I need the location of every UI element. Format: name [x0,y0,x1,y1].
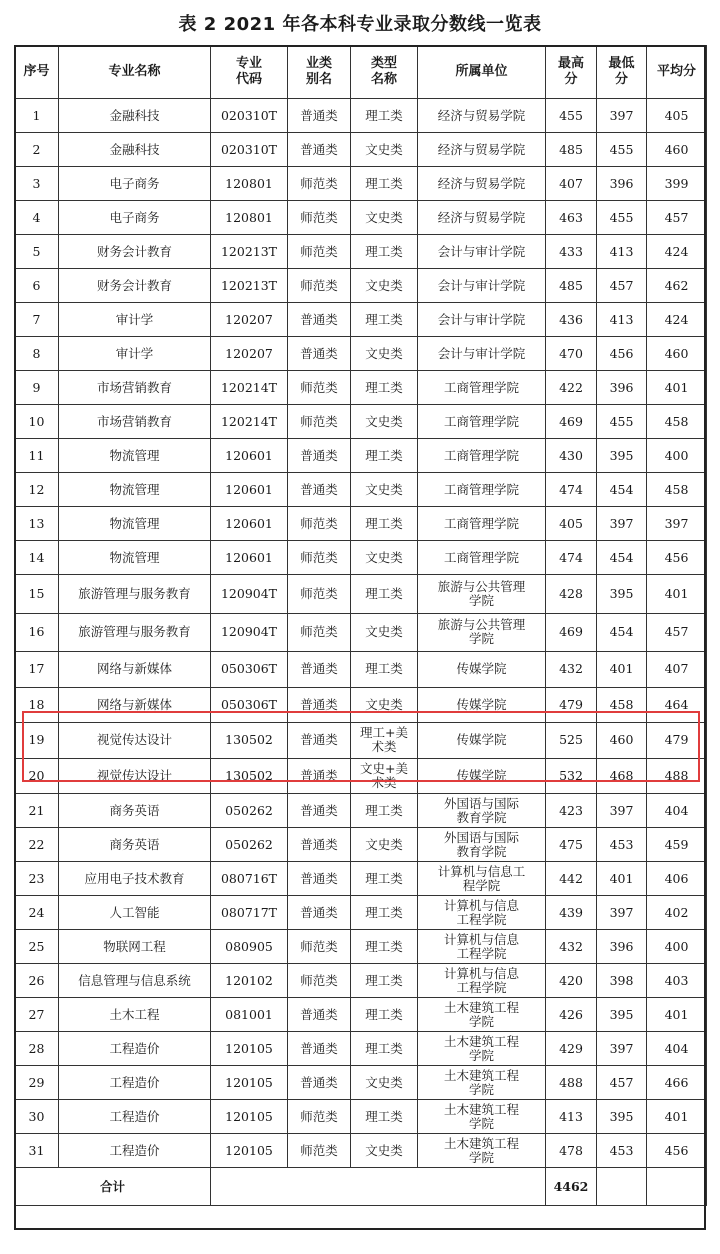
header-min-score: 最低 分 [597,46,647,99]
major-code-cell: 120601 [211,439,288,473]
major-code-cell: 120207 [211,303,288,337]
department-cell: 传媒学院 [418,687,546,723]
min-score-cell: 454 [597,473,647,507]
max-score-cell: 475 [546,828,597,862]
row-index-cell: 13 [15,507,59,541]
min-score-cell: 397 [597,99,647,133]
category-alias-cell: 师范类 [288,613,351,652]
major-name-cell: 金融科技 [59,133,211,167]
major-code-cell: 120105 [211,1066,288,1100]
major-name-cell: 市场营销教育 [59,405,211,439]
type-name-cell: 理工类 [351,575,418,614]
major-name-cell: 工程造价 [59,1032,211,1066]
department-cell: 土木建筑工程 学院 [418,1032,546,1066]
min-score-cell: 468 [597,758,647,794]
min-score-cell: 401 [597,652,647,688]
type-name-cell: 文史类 [351,613,418,652]
row-index-cell: 3 [15,167,59,201]
major-code-cell: 020310T [211,99,288,133]
max-score-cell: 432 [546,930,597,964]
major-name-cell: 物流管理 [59,507,211,541]
min-score-cell: 453 [597,1134,647,1168]
category-alias-cell: 师范类 [288,964,351,998]
max-score-cell: 433 [546,235,597,269]
major-name-cell: 工程造价 [59,1134,211,1168]
avg-score-cell: 401 [647,575,707,614]
header-major-name: 专业名称 [59,46,211,99]
avg-score-cell: 405 [647,99,707,133]
department-cell: 工商管理学院 [418,439,546,473]
major-name-cell: 旅游管理与服务教育 [59,575,211,614]
category-alias-cell: 普通类 [288,794,351,828]
category-alias-cell: 普通类 [288,439,351,473]
row-index-cell: 6 [15,269,59,303]
type-name-cell: 文史类 [351,133,418,167]
avg-score-cell: 460 [647,337,707,371]
major-code-cell: 120105 [211,1134,288,1168]
avg-score-cell: 399 [647,167,707,201]
avg-score-cell: 400 [647,930,707,964]
max-score-cell: 488 [546,1066,597,1100]
major-code-cell: 120601 [211,473,288,507]
major-code-cell: 120105 [211,1032,288,1066]
max-score-cell: 436 [546,303,597,337]
category-alias-cell: 师范类 [288,405,351,439]
header-department: 所属单位 [418,46,546,99]
avg-score-cell: 459 [647,828,707,862]
category-alias-cell: 师范类 [288,269,351,303]
type-name-cell: 文史类 [351,541,418,575]
type-name-cell: 文史类 [351,1066,418,1100]
type-name-cell: 文史类 [351,337,418,371]
department-cell: 土木建筑工程 学院 [418,998,546,1032]
major-name-cell: 视觉传达设计 [59,758,211,794]
department-cell: 会计与审计学院 [418,235,546,269]
major-name-cell: 财务会计教育 [59,269,211,303]
department-cell: 工商管理学院 [418,405,546,439]
avg-score-cell: 400 [647,439,707,473]
max-score-cell: 485 [546,269,597,303]
major-code-cell: 120601 [211,541,288,575]
department-cell: 外国语与国际 教育学院 [418,828,546,862]
min-score-cell: 455 [597,133,647,167]
min-score-cell: 455 [597,201,647,235]
max-score-cell: 413 [546,1100,597,1134]
max-score-cell: 430 [546,439,597,473]
major-name-cell: 人工智能 [59,896,211,930]
major-name-cell: 电子商务 [59,167,211,201]
category-alias-cell: 普通类 [288,828,351,862]
type-name-cell: 文史类 [351,1134,418,1168]
category-alias-cell: 普通类 [288,303,351,337]
min-score-cell: 395 [597,1100,647,1134]
row-index-cell: 26 [15,964,59,998]
row-index-cell: 22 [15,828,59,862]
major-name-cell: 网络与新媒体 [59,652,211,688]
category-alias-cell: 普通类 [288,99,351,133]
avg-score-cell: 404 [647,794,707,828]
row-index-cell: 31 [15,1134,59,1168]
table-title: 表 2 2021 年各本科专业录取分数线一览表 [178,14,542,35]
max-score-cell: 474 [546,473,597,507]
min-score-cell: 397 [597,507,647,541]
department-cell: 工商管理学院 [418,371,546,405]
row-index-cell: 19 [15,723,59,759]
major-name-cell: 物流管理 [59,473,211,507]
row-index-cell: 1 [15,99,59,133]
max-score-cell: 432 [546,652,597,688]
department-cell: 经济与贸易学院 [418,133,546,167]
type-name-cell: 理工类 [351,167,418,201]
department-cell: 土木建筑工程 学院 [418,1066,546,1100]
row-index-cell: 11 [15,439,59,473]
type-name-cell: 理工类 [351,998,418,1032]
major-name-cell: 物流管理 [59,541,211,575]
category-alias-cell: 师范类 [288,541,351,575]
department-cell: 传媒学院 [418,758,546,794]
avg-score-cell: 403 [647,964,707,998]
min-score-cell: 401 [597,862,647,896]
row-index-cell: 15 [15,575,59,614]
max-score-cell: 469 [546,613,597,652]
major-name-cell: 物联网工程 [59,930,211,964]
department-cell: 传媒学院 [418,723,546,759]
type-name-cell: 理工+美 术类 [351,723,418,759]
avg-score-cell: 464 [647,687,707,723]
max-score-cell: 455 [546,99,597,133]
max-score-cell: 422 [546,371,597,405]
header-major-code: 专业 代码 [211,46,288,99]
max-score-cell: 405 [546,507,597,541]
major-name-cell: 网络与新媒体 [59,687,211,723]
type-name-cell: 理工类 [351,439,418,473]
major-name-cell: 旅游管理与服务教育 [59,613,211,652]
row-index-cell: 30 [15,1100,59,1134]
row-index-cell: 24 [15,896,59,930]
department-cell: 土木建筑工程 学院 [418,1134,546,1168]
min-score-cell: 396 [597,167,647,201]
max-score-cell: 478 [546,1134,597,1168]
max-score-cell: 469 [546,405,597,439]
category-alias-cell: 普通类 [288,758,351,794]
type-name-cell: 理工类 [351,235,418,269]
avg-score-cell: 401 [647,998,707,1032]
major-code-cell: 050262 [211,828,288,862]
type-name-cell: 文史类 [351,201,418,235]
max-score-cell: 532 [546,758,597,794]
row-index-cell: 10 [15,405,59,439]
type-name-cell: 文史类 [351,828,418,862]
avg-score-cell: 407 [647,652,707,688]
min-score-cell: 460 [597,723,647,759]
type-name-cell: 文史类 [351,687,418,723]
row-index-cell: 25 [15,930,59,964]
row-index-cell: 29 [15,1066,59,1100]
category-alias-cell: 普通类 [288,1032,351,1066]
max-score-cell: 429 [546,1032,597,1066]
avg-score-cell: 462 [647,269,707,303]
category-alias-cell: 普通类 [288,723,351,759]
major-code-cell: 080717T [211,896,288,930]
category-alias-cell: 师范类 [288,201,351,235]
major-code-cell: 120105 [211,1100,288,1134]
min-score-cell: 455 [597,405,647,439]
avg-score-cell: 456 [647,541,707,575]
row-index-cell: 7 [15,303,59,337]
max-score-cell: 485 [546,133,597,167]
max-score-cell: 479 [546,687,597,723]
category-alias-cell: 普通类 [288,687,351,723]
type-name-cell: 理工类 [351,303,418,337]
total-label-cell: 合计 [15,1168,211,1206]
avg-score-cell: 424 [647,303,707,337]
max-score-cell: 474 [546,541,597,575]
department-cell: 土木建筑工程 学院 [418,1100,546,1134]
min-score-cell: 396 [597,930,647,964]
min-score-cell: 454 [597,541,647,575]
max-score-cell: 428 [546,575,597,614]
category-alias-cell: 普通类 [288,1066,351,1100]
category-alias-cell: 普通类 [288,862,351,896]
major-code-cell: 130502 [211,723,288,759]
department-cell: 工商管理学院 [418,473,546,507]
type-name-cell: 理工类 [351,371,418,405]
avg-score-cell: 406 [647,862,707,896]
max-score-cell: 420 [546,964,597,998]
category-alias-cell: 普通类 [288,896,351,930]
category-alias-cell: 师范类 [288,1134,351,1168]
major-name-cell: 审计学 [59,337,211,371]
department-cell: 工商管理学院 [418,541,546,575]
max-score-cell: 525 [546,723,597,759]
row-index-cell: 12 [15,473,59,507]
major-code-cell: 120213T [211,235,288,269]
row-index-cell: 14 [15,541,59,575]
min-score-cell: 458 [597,687,647,723]
type-name-cell: 理工类 [351,896,418,930]
min-score-cell: 454 [597,613,647,652]
major-code-cell: 080716T [211,862,288,896]
min-score-cell: 397 [597,896,647,930]
row-index-cell: 17 [15,652,59,688]
major-code-cell: 050306T [211,652,288,688]
major-code-cell: 120213T [211,269,288,303]
min-score-cell: 456 [597,337,647,371]
min-score-cell: 395 [597,575,647,614]
major-name-cell: 应用电子技术教育 [59,862,211,896]
type-name-cell: 文史类 [351,473,418,507]
row-index-cell: 21 [15,794,59,828]
major-code-cell: 020310T [211,133,288,167]
avg-score-cell: 458 [647,405,707,439]
department-cell: 旅游与公共管理 学院 [418,575,546,614]
min-score-cell: 395 [597,439,647,473]
department-cell: 经济与贸易学院 [418,167,546,201]
major-code-cell: 120601 [211,507,288,541]
department-cell: 计算机与信息 工程学院 [418,930,546,964]
category-alias-cell: 师范类 [288,1100,351,1134]
type-name-cell: 理工类 [351,652,418,688]
major-code-cell: 120214T [211,371,288,405]
avg-score-cell: 458 [647,473,707,507]
department-cell: 计算机与信息工 程学院 [418,862,546,896]
type-name-cell: 文史类 [351,269,418,303]
department-cell: 经济与贸易学院 [418,201,546,235]
department-cell: 计算机与信息 工程学院 [418,896,546,930]
major-code-cell: 120207 [211,337,288,371]
max-score-cell: 407 [546,167,597,201]
max-score-cell: 423 [546,794,597,828]
avg-score-cell: 460 [647,133,707,167]
avg-score-cell: 457 [647,201,707,235]
avg-score-cell: 397 [647,507,707,541]
row-index-cell: 16 [15,613,59,652]
department-cell: 旅游与公共管理 学院 [418,613,546,652]
category-alias-cell: 师范类 [288,235,351,269]
type-name-cell: 文史+美 术类 [351,758,418,794]
major-code-cell: 120102 [211,964,288,998]
major-code-cell: 120801 [211,167,288,201]
header-category-alias: 业类 别名 [288,46,351,99]
department-cell: 传媒学院 [418,652,546,688]
header-max-score: 最高 分 [546,46,597,99]
avg-score-cell: 404 [647,1032,707,1066]
type-name-cell: 理工类 [351,964,418,998]
major-code-cell: 120801 [211,201,288,235]
row-index-cell: 5 [15,235,59,269]
row-index-cell: 8 [15,337,59,371]
major-code-cell: 081001 [211,998,288,1032]
major-code-cell: 130502 [211,758,288,794]
avg-score-cell: 488 [647,758,707,794]
type-name-cell: 理工类 [351,930,418,964]
category-alias-cell: 师范类 [288,575,351,614]
min-score-cell: 395 [597,998,647,1032]
header-index: 序号 [15,46,59,99]
min-score-cell: 397 [597,794,647,828]
major-code-cell: 120904T [211,613,288,652]
avg-score-cell: 466 [647,1066,707,1100]
row-index-cell: 18 [15,687,59,723]
type-name-cell: 理工类 [351,507,418,541]
min-score-cell: 457 [597,1066,647,1100]
row-index-cell: 9 [15,371,59,405]
department-cell: 计算机与信息 工程学院 [418,964,546,998]
department-cell: 工商管理学院 [418,507,546,541]
category-alias-cell: 普通类 [288,473,351,507]
min-score-cell: 457 [597,269,647,303]
min-score-cell: 397 [597,1032,647,1066]
avg-score-cell: 401 [647,1100,707,1134]
major-name-cell: 工程造价 [59,1066,211,1100]
avg-score-cell: 457 [647,613,707,652]
category-alias-cell: 普通类 [288,133,351,167]
major-name-cell: 土木工程 [59,998,211,1032]
type-name-cell: 理工类 [351,1032,418,1066]
major-name-cell: 电子商务 [59,201,211,235]
header-avg-score: 平均分 [647,46,707,99]
avg-score-cell: 402 [647,896,707,930]
category-alias-cell: 普通类 [288,337,351,371]
max-score-cell: 470 [546,337,597,371]
department-cell: 外国语与国际 教育学院 [418,794,546,828]
row-index-cell: 20 [15,758,59,794]
min-score-cell: 413 [597,235,647,269]
avg-score-cell: 401 [647,371,707,405]
header-type-name: 类型 名称 [351,46,418,99]
major-name-cell: 金融科技 [59,99,211,133]
avg-score-cell: 424 [647,235,707,269]
major-name-cell: 视觉传达设计 [59,723,211,759]
category-alias-cell: 师范类 [288,507,351,541]
major-code-cell: 120904T [211,575,288,614]
type-name-cell: 理工类 [351,862,418,896]
major-code-cell: 050306T [211,687,288,723]
type-name-cell: 理工类 [351,1100,418,1134]
major-name-cell: 商务英语 [59,794,211,828]
major-name-cell: 工程造价 [59,1100,211,1134]
department-cell: 会计与审计学院 [418,337,546,371]
category-alias-cell: 师范类 [288,371,351,405]
row-index-cell: 4 [15,201,59,235]
department-cell: 会计与审计学院 [418,269,546,303]
max-score-cell: 426 [546,998,597,1032]
min-score-cell: 396 [597,371,647,405]
department-cell: 经济与贸易学院 [418,99,546,133]
major-code-cell: 080905 [211,930,288,964]
category-alias-cell: 普通类 [288,998,351,1032]
category-alias-cell: 师范类 [288,930,351,964]
min-score-cell: 453 [597,828,647,862]
type-name-cell: 文史类 [351,405,418,439]
major-name-cell: 市场营销教育 [59,371,211,405]
major-code-cell: 050262 [211,794,288,828]
type-name-cell: 理工类 [351,99,418,133]
row-index-cell: 27 [15,998,59,1032]
category-alias-cell: 普通类 [288,652,351,688]
category-alias-cell: 师范类 [288,167,351,201]
department-cell: 会计与审计学院 [418,303,546,337]
min-score-cell: 398 [597,964,647,998]
major-name-cell: 商务英语 [59,828,211,862]
major-code-cell: 120214T [211,405,288,439]
avg-score-cell: 479 [647,723,707,759]
major-name-cell: 审计学 [59,303,211,337]
type-name-cell: 理工类 [351,794,418,828]
row-index-cell: 28 [15,1032,59,1066]
max-score-cell: 439 [546,896,597,930]
major-name-cell: 物流管理 [59,439,211,473]
major-name-cell: 财务会计教育 [59,235,211,269]
table-outer-border [14,45,706,1230]
min-score-cell: 413 [597,303,647,337]
avg-score-cell: 456 [647,1134,707,1168]
max-score-cell: 463 [546,201,597,235]
total-value-cell: 4462 [546,1168,597,1206]
row-index-cell: 23 [15,862,59,896]
major-name-cell: 信息管理与信息系统 [59,964,211,998]
max-score-cell: 442 [546,862,597,896]
row-index-cell: 2 [15,133,59,167]
